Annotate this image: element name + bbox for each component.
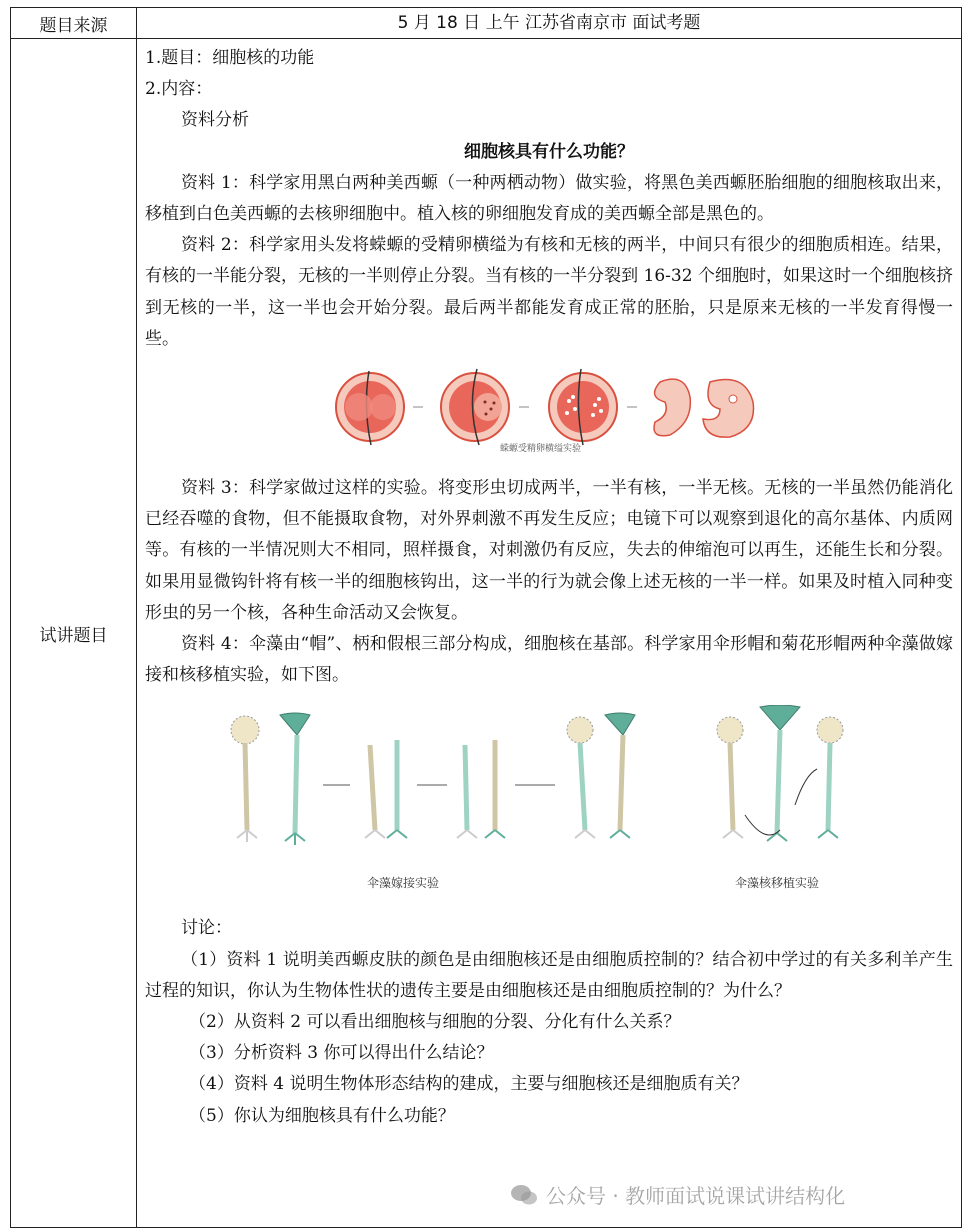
header-row	[11, 8, 962, 39]
newt-egg-diagram	[325, 367, 765, 447]
embryo-1	[654, 379, 690, 436]
egg-cell-3	[549, 369, 617, 445]
content-row	[11, 39, 962, 1228]
alga-umbrella-cap	[280, 713, 310, 845]
material-4: 资料 4：伞藻由“帽”、柄和假根三部分构成，细胞核在基部。科学家用伞形帽和菊花形帽两种伞藻做嫁接和核移植实验，如下图。	[145, 634, 953, 686]
question-3: （3）分析资料 3 你可以得出什么结论？	[189, 1043, 494, 1064]
embryo-2	[703, 380, 754, 438]
wechat-icon	[510, 1184, 538, 1206]
watermark	[510, 1180, 845, 1209]
acetabularia-diagram	[225, 705, 885, 870]
newt-figure-caption: 蝾螈受精卵横缢实验	[500, 444, 582, 455]
alga-stalks-cut	[365, 740, 407, 838]
discussion-label: 讨论：	[181, 918, 232, 939]
material-2: 资料 2：科学家用头发将蝾螈的受精卵横缢为有核和无核的两半，中间只有很少的细胞质相连。结果，有核的一半能分裂，无核的一半则停止分裂。当有核的一半分裂到 16-32 个细胞时，如果这时一个细胞核挤到无核的一半，这一半也会开始分裂。最后两半都能发育成正常的胚胎，只是原来无核的一半发育得慢一些。	[145, 235, 953, 349]
side-label: 试讲题目	[11, 39, 137, 1228]
source-label: 题目来源	[11, 8, 137, 39]
source-value: 5 月 18 日 上午 江苏省南京市 面试考题	[137, 8, 962, 39]
material-1: 资料 1：科学家用黑白两种美西螈（一种两栖动物）做实验，将黑色美西螈胚胎细胞的细胞核取出来，移植到白色美西螈的去核卵细胞中。植入核的卵细胞发育成的美西螈全部是黑色的。	[145, 172, 953, 225]
question-1: （1）资料 1 说明美西螈皮肤的颜色是由细胞核还是由细胞质控制的？结合初中学过的有关多利羊产生过程的知识，你认为生物体性状的遗传主要是由细胞核还是由细胞质控制的？为什么？	[145, 949, 953, 1001]
alga-regrown	[567, 713, 635, 838]
material-3: 资料 3：科学家做过这样的实验。将变形虫切成两半，一半有核，一半无核。无核的一半虽然仍能消化已经吞噬的食物，但不能摄取食物，对外界刺激不再发生反应；电镜下可以观察到退化的高尔基体、内质网等。有核的一半情况则大不相同，照样摄食，对刺激仍有反应，失去的伸缩泡可以再生，还能生长和分裂。如果用显微钩针将有核一半的细胞核钩出，这一半的行为就会像上述无核的一半一样。如果及时植入同种变形虫的另一个核，各种生命活动又会恢复。	[145, 478, 953, 623]
transplant-caption: 伞藻核移植实验	[735, 876, 820, 891]
alga-grafted	[457, 740, 505, 838]
watermark-text: 公众号 · 教师面试说课试讲结构化	[546, 1184, 846, 1208]
content-label: 2.内容：	[145, 79, 213, 100]
question-4: （4）资料 4 说明生物体形态结构的建成，主要与细胞核还是细胞质有关？	[189, 1074, 749, 1095]
exam-table	[10, 7, 962, 1228]
section-title: 资料分析	[181, 110, 249, 131]
question-2: （2）从资料 2 可以看出细胞核与细胞的分裂、分化有什么关系？	[189, 1012, 681, 1033]
alga-flower-cap	[231, 716, 259, 842]
material-heading: 细胞核具有什么功能？	[464, 141, 634, 162]
alga-transplant	[717, 705, 843, 841]
content-cell	[137, 39, 962, 1228]
grafting-caption: 伞藻嫁接实验	[367, 876, 440, 891]
egg-cell-1	[336, 371, 404, 445]
topic-title: 1.题目：细胞核的功能	[145, 48, 315, 68]
newt-egg-figure	[145, 367, 953, 463]
question-5: （5）你认为细胞核具有什么功能？	[189, 1105, 455, 1126]
egg-cell-2	[441, 369, 509, 445]
acetabularia-figure	[145, 705, 953, 905]
